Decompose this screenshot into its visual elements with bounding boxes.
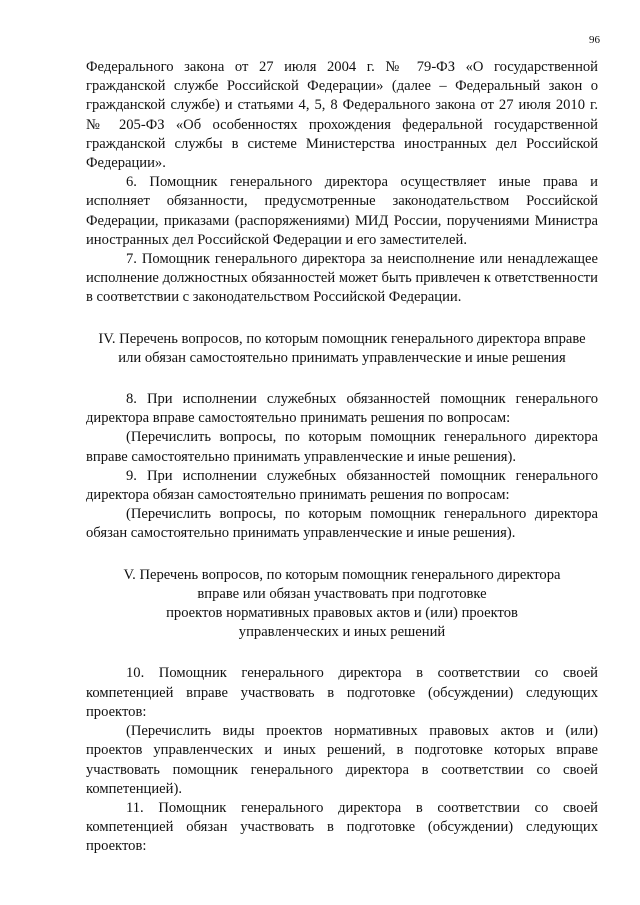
paragraph-continuation: Федерального закона от 27 июля 2004 г. № 79-ФЗ «О государственной гражданской службе Российской Федерации» (далее – Федеральный закон о гражданской службе) и статьями 4, 5, 8 Федерального закона от 27 июля 2010 г. № 205-ФЗ «Об особенностях прохождения федеральной государственной гражданской службы в системе Министерства иностранных дел Российской Федерации».	[86, 59, 598, 172]
paragraph-8: 8. При исполнении служебных обязанностей помощник генерального директора вправе самостоятельно принимать решения по вопросам:	[86, 391, 598, 427]
section-4-heading	[86, 330, 598, 368]
section-5-heading-line-3: проектов нормативных правовых актов и (или) проектов	[166, 605, 518, 622]
document-body	[86, 58, 598, 857]
paragraph-7: 7. Помощник генерального директора за неисполнение или ненадлежащее исполнение должностных обязанностей может быть привлечен к ответственности в соответствии с законодательством Российской Федерации.	[86, 251, 598, 306]
paragraph-9-note: (Перечислить вопросы, по которым помощник генерального директора обязан самостоятельно принимать управленческие и иные решения).	[86, 506, 598, 542]
section-4-heading-line-2: или обязан самостоятельно принимать управленческие и иные решения	[118, 349, 566, 366]
paragraph-8-note: (Перечислить вопросы, по которым помощник генерального директора вправе самостоятельно принимать управленческие и иные решения).	[86, 429, 598, 465]
paragraph-10-note: (Перечислить виды проектов нормативных правовых актов и (или) проектов управленческих и иных решений, в подготовке которых вправе участвовать помощник генерального директора в соответствии со своей компетенцией).	[86, 723, 598, 797]
section-5-heading-line-4: управленческих и иных решений	[238, 624, 446, 641]
page-number: 96	[589, 34, 600, 46]
section-4-heading-line-1: IV. Перечень вопросов, по которым помощник генерального директора вправе	[98, 330, 586, 347]
section-5-heading-line-2: вправе или обязан участвовать при подготовке	[197, 585, 487, 602]
section-5-heading	[86, 566, 598, 643]
paragraph-10: 10. Помощник генерального директора в соответствии со своей компетенцией вправе участвовать в подготовке (обсуждении) следующих проектов:	[86, 665, 598, 720]
paragraph-11: 11. Помощник генерального директора в соответствии со своей компетенцией обязан участвовать в подготовке (обсуждении) следующих проектов:	[86, 799, 598, 855]
paragraph-6: 6. Помощник генерального директора осуществляет иные права и исполняет обязанности, предусмотренные законодательством Российской Федерации, приказами (распоряжениями) МИД России, поручениями Министра иностранных дел Российской Федерации и его заместителей.	[86, 174, 598, 248]
paragraph-9: 9. При исполнении служебных обязанностей помощник генерального директора обязан самостоятельно принимать решения по вопросам:	[86, 467, 598, 504]
section-5-heading-line-1: V. Перечень вопросов, по которым помощник генерального директора	[123, 566, 561, 583]
